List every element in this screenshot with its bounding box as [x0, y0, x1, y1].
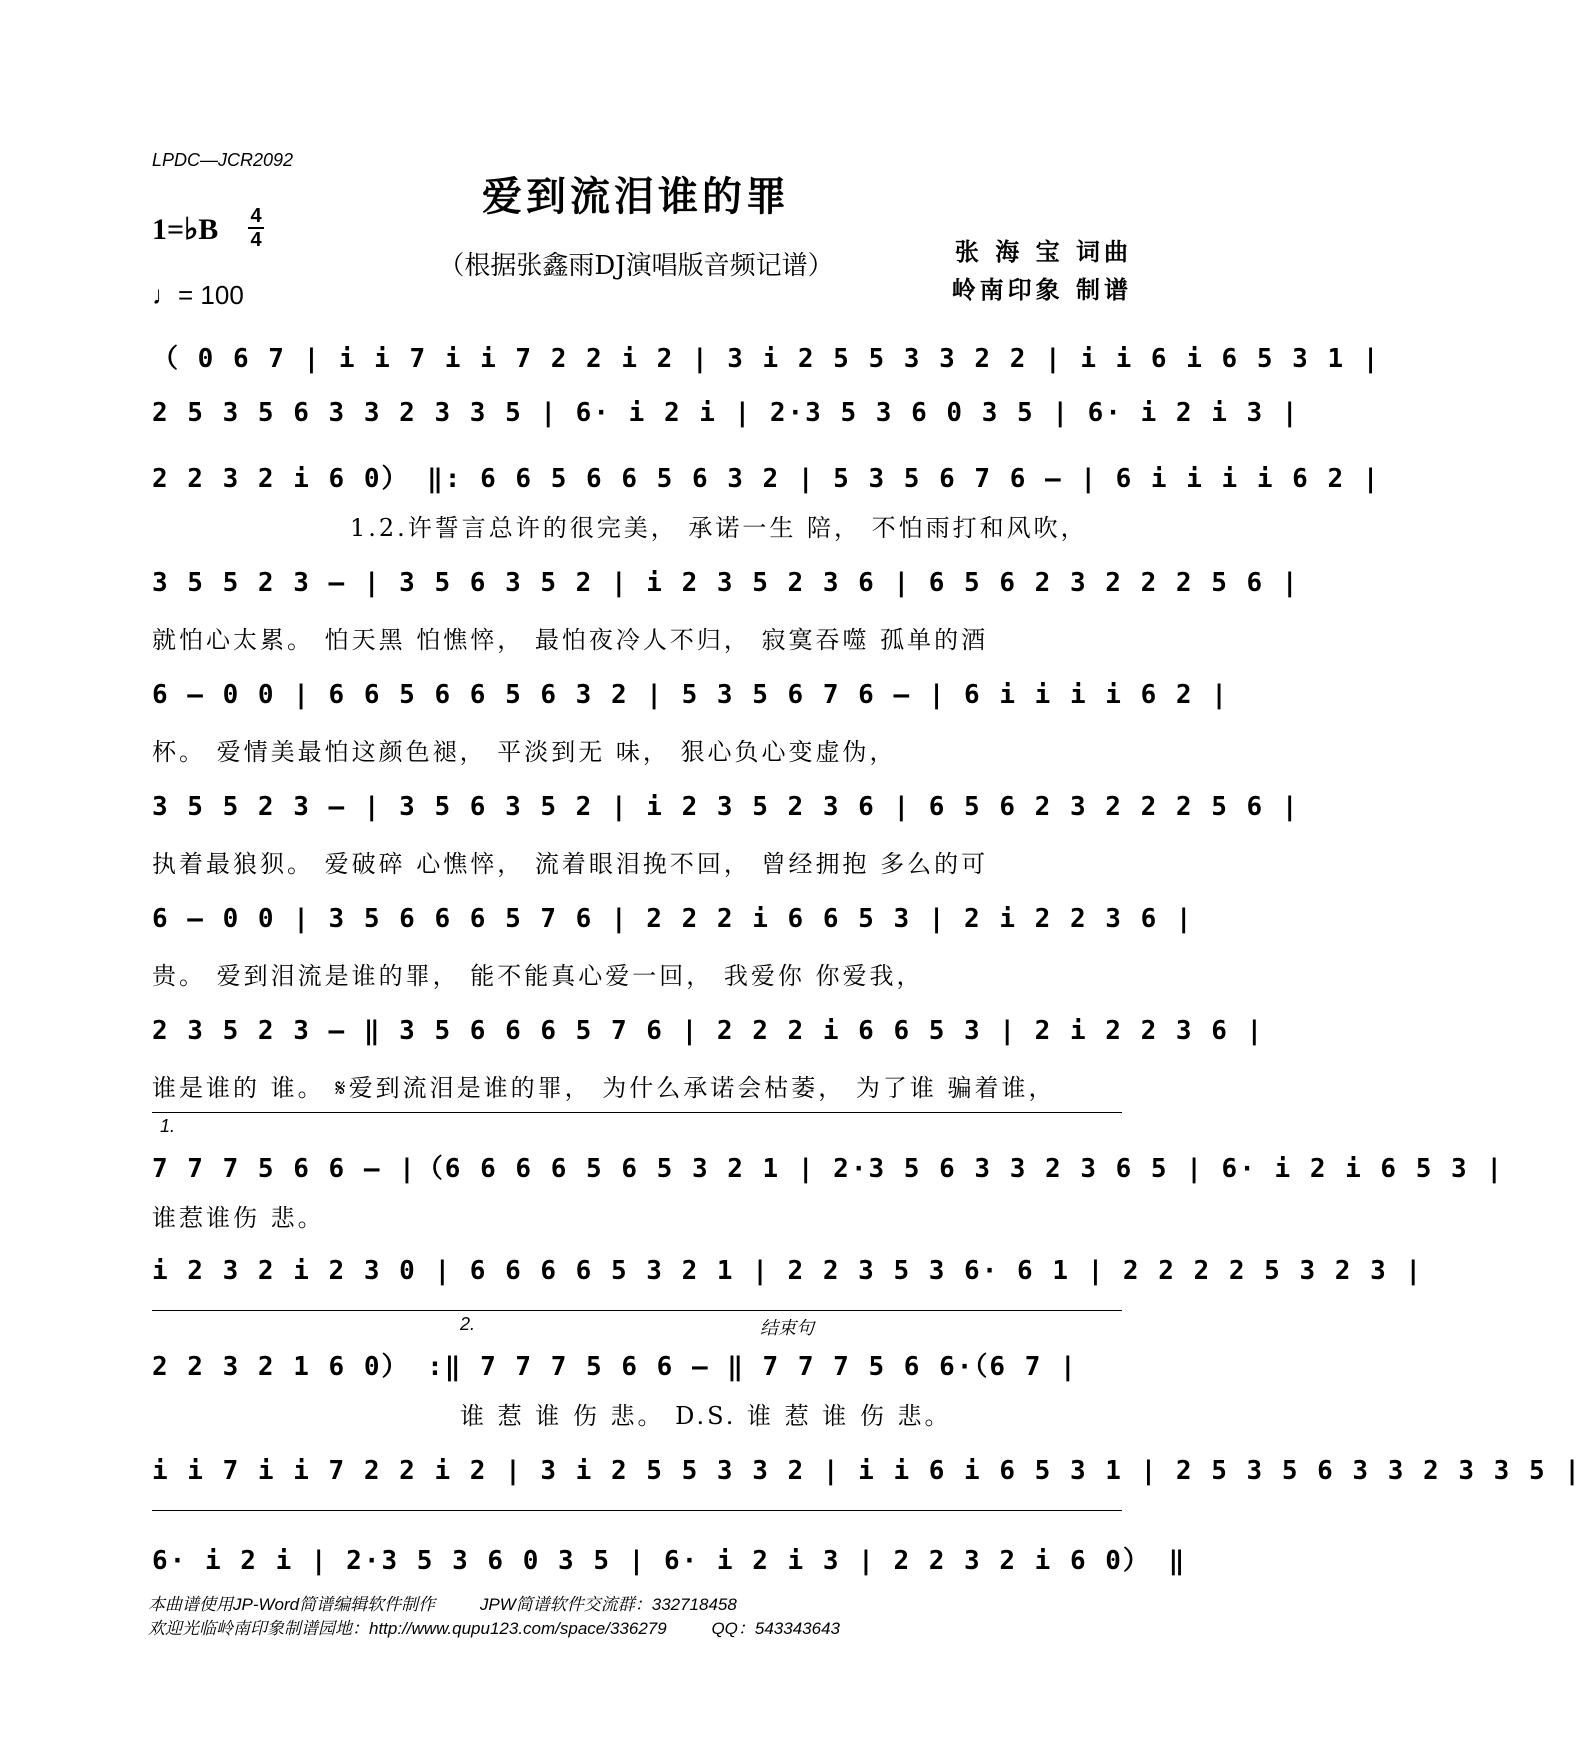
volta-2-bracket	[152, 1310, 1122, 1311]
score-line-11: 2 2 3 2 1 6 0） :‖ 7 7 7 5 6 6 – ‖ 7 7 7 5 6 6·（6 7 |	[152, 1352, 1078, 1382]
footer-qq: QQ：543343643	[711, 1619, 840, 1638]
footer-software: 本曲谱使用JP-Word简谱编辑软件制作	[148, 1595, 436, 1614]
score-line-10: i 2 3 2 i 2 3 0 | 6 6 6 6 5 3 2 1 | 2 2 3 5 3 6· 6 1 | 2 2 2 2 5 3 2 3 |	[152, 1256, 1424, 1286]
lyric-line-9: 谁惹谁伤 悲。	[152, 1204, 325, 1232]
score-line-6: 3 5 5 2 3 – | 3 5 6 3 5 2 | i 2 3 5 2 3 6 | 6 5 6 2 3 2 2 2 5 6 |	[152, 792, 1300, 822]
key-signature: 1=♭B	[152, 213, 219, 246]
meter-top: 4	[250, 205, 262, 227]
lyric-line-4: 就怕心太累。 怕天黑 怕憔悴， 最怕夜冷人不归， 寂寞吞噬 孤单的酒	[152, 626, 989, 654]
arranger-credit: 岭南印象 制谱	[951, 275, 1132, 304]
footer-line-1	[148, 1590, 777, 1615]
score-line-8: 2 3 5 2 3 – ‖ 3 5 6 6 6 5 7 6 | 2 2 2 i 6 6 5 3 | 2 i 2 2 3 6 |	[152, 1016, 1265, 1046]
footer-website: 欢迎光临岭南印象制谱园地：http://www.qupu123.com/space/336279	[148, 1619, 667, 1638]
lyric-line-5: 杯。 爱情美最怕这颜色褪， 平淡到无 味， 狠心负心变虚伪，	[152, 738, 897, 766]
ending-label: 结束句	[760, 1318, 814, 1338]
time-signature	[248, 206, 264, 250]
score-line-12: i i 7 i i 7 2 2 i 2 | 3 i 2 5 5 3 3 2 | i i 6 i 6 5 3 1 | 2 5 3 5 6 3 3 2 3 3 5 |	[152, 1456, 1582, 1486]
volta-2-label: 2.	[460, 1314, 476, 1334]
song-title: 爱到流泪谁的罪	[482, 173, 790, 220]
score-line-2: 2 5 3 5 6 3 3 2 3 3 5 | 6· i 2 i | 2·3 5 3 6 0 3 5 | 6· i 2 i 3 |	[152, 398, 1300, 428]
lyric-line-8: 谁是谁的 谁。 𝄋爱到流泪是谁的罪， 为什么承诺会枯萎， 为了谁 骗着谁，	[152, 1074, 1056, 1102]
composer-credit: 张 海 宝 词曲	[954, 237, 1132, 266]
tempo-marking: ♩= 100	[152, 280, 244, 310]
meter-bottom: 4	[250, 229, 262, 251]
score-code: LPDC—JCR2092	[152, 150, 294, 170]
volta-1-label: 1.	[160, 1116, 176, 1136]
section-rule	[152, 1510, 1122, 1511]
score-line-13: 6· i 2 i | 2·3 5 3 6 0 3 5 | 6· i 2 i 3 | 2 2 3 2 i 6 0） ‖	[152, 1546, 1187, 1576]
lyric-line-7: 贵。 爱到泪流是谁的罪， 能不能真心爱一回， 我爱你 你爱我，	[152, 962, 924, 990]
volta-1-bracket	[152, 1112, 1122, 1113]
lyric-line-11: 谁 惹 谁 伤 悲。 D.S. 谁 惹 谁 伤 悲。	[460, 1402, 952, 1430]
footer-group: JPW简谱软件交流群：332718458	[479, 1595, 737, 1614]
lyric-line-6: 执着最狼狈。 爱破碎 心憔悴， 流着眼泪挽不回， 曾经拥抱 多么的可	[152, 850, 989, 878]
score-line-1: （ 0 6 7 | i i 7 i i 7 2 2 i 2 | 3 i 2 5 5 3 3 2 2 | i i 6 i 6 5 3 1 |	[152, 344, 1381, 374]
score-line-5: 6 – 0 0 | 6 6 5 6 6 5 6 3 2 | 5 3 5 6 7 6 – | 6 i i i i 6 2 |	[152, 680, 1229, 710]
lyric-line-3: 1.2.许誓言总许的很完美， 承诺一生 陪， 不怕雨打和风吹，	[350, 514, 1088, 542]
score-line-4: 3 5 5 2 3 – | 3 5 6 3 5 2 | i 2 3 5 2 3 6 | 6 5 6 2 3 2 2 2 5 6 |	[152, 568, 1300, 598]
score-line-9: 7 7 7 5 6 6 – |（6 6 6 6 5 6 5 3 2 1 | 2·3 5 6 3 3 2 3 6 5 | 6· i 2 i 6 5 3 |	[152, 1154, 1504, 1184]
score-line-7: 6 – 0 0 | 3 5 6 6 6 5 7 6 | 2 2 2 i 6 6 5 3 | 2 i 2 2 3 6 |	[152, 904, 1194, 934]
footer-line-2	[148, 1614, 880, 1639]
score-line-3: 2 2 3 2 i 6 0） ‖: 6 6 5 6 6 5 6 3 2 | 5 3 5 6 7 6 – | 6 i i i i 6 2 |	[152, 464, 1381, 494]
song-subtitle: （根据张鑫雨DJ演唱版音频记谱）	[438, 251, 834, 281]
